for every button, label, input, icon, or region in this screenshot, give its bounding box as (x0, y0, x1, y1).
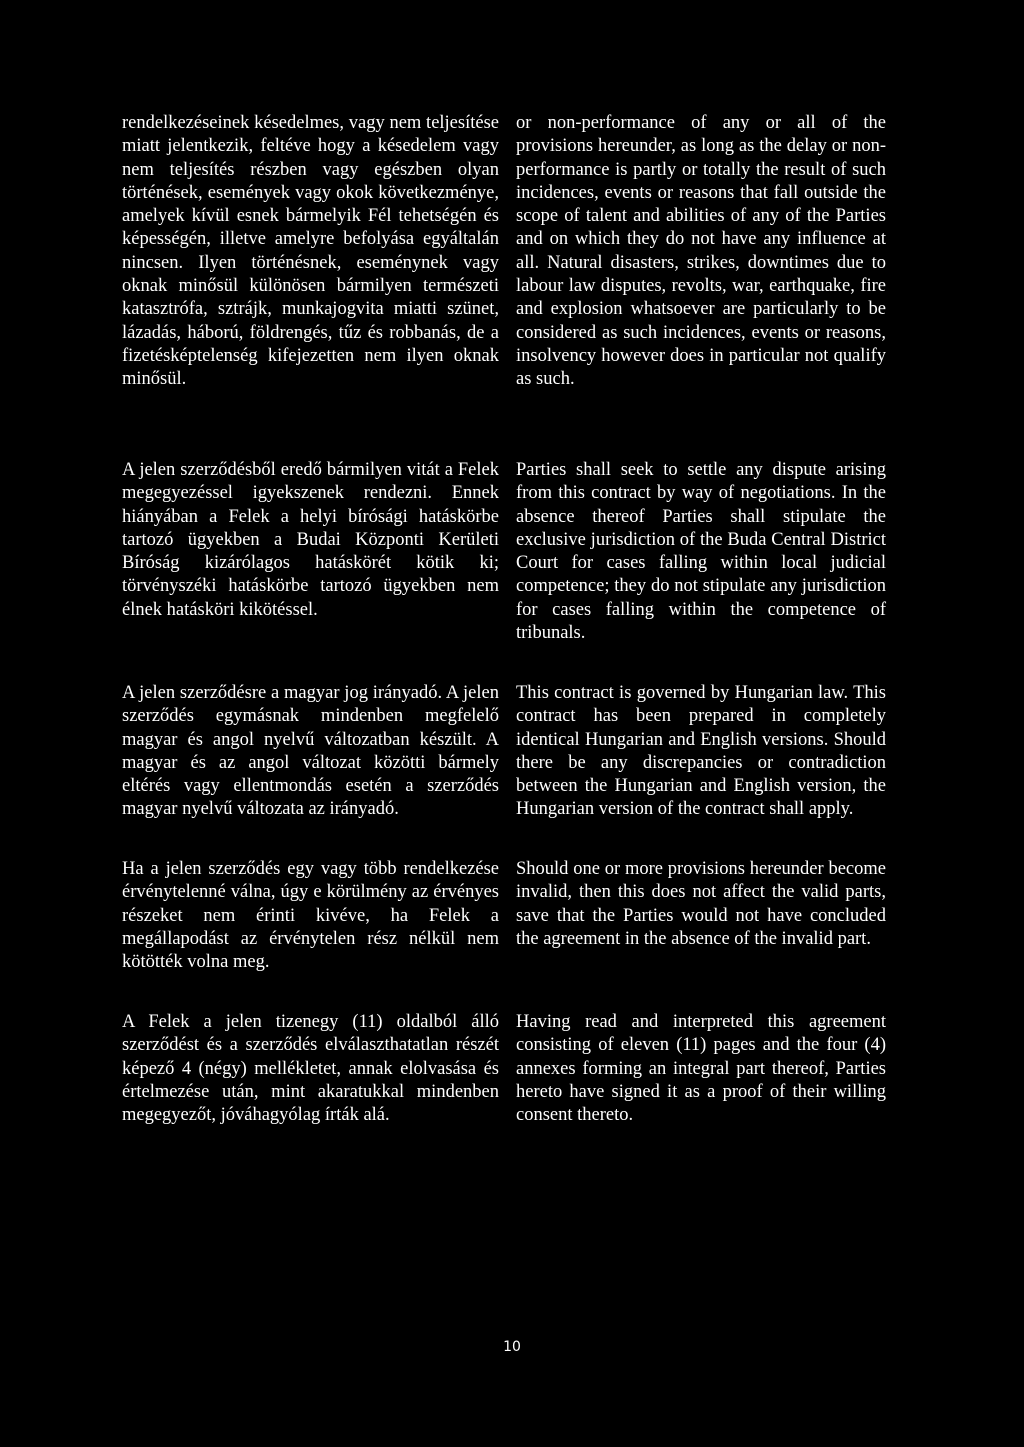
english-paragraph-governing-law: This contract is governed by Hungarian law. This contract has been prepared in completely identical Hungarian and English versions. Should there be any discrepancies or contradiction between the Hungarian and English version, the Hungarian version of the contract shall apply. (516, 683, 886, 820)
hungarian-paragraph-signature: A Felek a jelen tizenegy (11) oldalból álló szerződést és a szerződés elválaszthatatlan részét képező 4 (négy) mellékletet, annak elolvasása és értelmezése után, mint akaratukkal mindenben megegyezőt, jóváhagyólag írták alá. (122, 1012, 499, 1126)
hungarian-paragraph-governing-law: A jelen szerződésre a magyar jog irányadó. A jelen szerződés egymásnak mindenben megfelelő magyar és angol nyelvű változatban készült. A magyar és az angol változat közötti bármely eltérés vagy ellentmondás esetén a szerződés magyar nyelvű változata az irányadó. (122, 683, 499, 820)
page-number: 10 (503, 1339, 521, 1355)
english-paragraph-force-majeure: or non-performance of any or all of the provisions hereunder, as long as the delay or non-performance is partly or totally the result of such incidences, events or reasons that fall outside the scope of talent and abilities of any of the Parties and on which they do not have any influence at all. Natural disasters, strikes, downtimes due to labour law disputes, revolts, war, earthquake, fire and explosion whatsoever are particularly to be considered as such incidences, events or reasons, insolvency however does in particular not qualify as such. (516, 113, 886, 390)
hungarian-paragraph-force-majeure: rendelkezéseinek késedelmes, vagy nem teljesítése miatt jelentkezik, feltéve hogy a késedelem vagy nem teljesítés részben vagy egészben olyan történések, események vagy okok következménye, amelyek kívül esnek bármelyik Fél tehetségén és képességén, illetve amelyre befolyása egyáltalán nincsen. Ilyen történésnek, eseménynek vagy oknak minősül különösen bármilyen természeti katasztrófa, sztrájk, munkajogvita miatti szünet, lázadás, háború, földrengés, tűz és robbanás, de a fizetésképtelenség kifejezetten nem ilyen oknak minősül. (122, 113, 499, 390)
hungarian-paragraph-severability: Ha a jelen szerződés egy vagy több rendelkezése érvénytelenné válna, úgy e körülmény az érvényes részeket nem érinti kivéve, ha Felek a megállapodást az érvénytelen rész nélkül nem kötötték volna meg. (122, 859, 499, 973)
english-paragraph-disputes: Parties shall seek to settle any dispute arising from this contract by way of negotiations. In the absence thereof Parties shall stipulate the exclusive jurisdiction of the Buda Central District Court for cases falling within local judicial competence; they do not stipulate any jurisdiction for cases falling within the competence of tribunals. (516, 460, 886, 644)
hungarian-paragraph-disputes: A jelen szerződésből eredő bármilyen vitát a Felek megegyezéssel igyekszenek rendezni. Ennek hiányában a Felek a helyi bírósági hatáskörbe tartozó ügyekben a Budai Központi Kerületi Bíróság kizárólagos hatáskörét kötik ki; törvényszéki hatáskörbe tartozó ügyekben nem élnek hatásköri kikötéssel. (122, 460, 499, 620)
english-paragraph-signature: Having read and interpreted this agreement consisting of eleven (11) pages and the four (4) annexes forming an integral part thereof, Parties hereto have signed it as a proof of their willing consent thereto. (516, 1012, 886, 1126)
english-paragraph-severability: Should one or more provisions hereunder become invalid, then this does not affect the valid parts, save that the Parties would not have concluded the agreement in the absence of the invalid part. (516, 859, 886, 949)
